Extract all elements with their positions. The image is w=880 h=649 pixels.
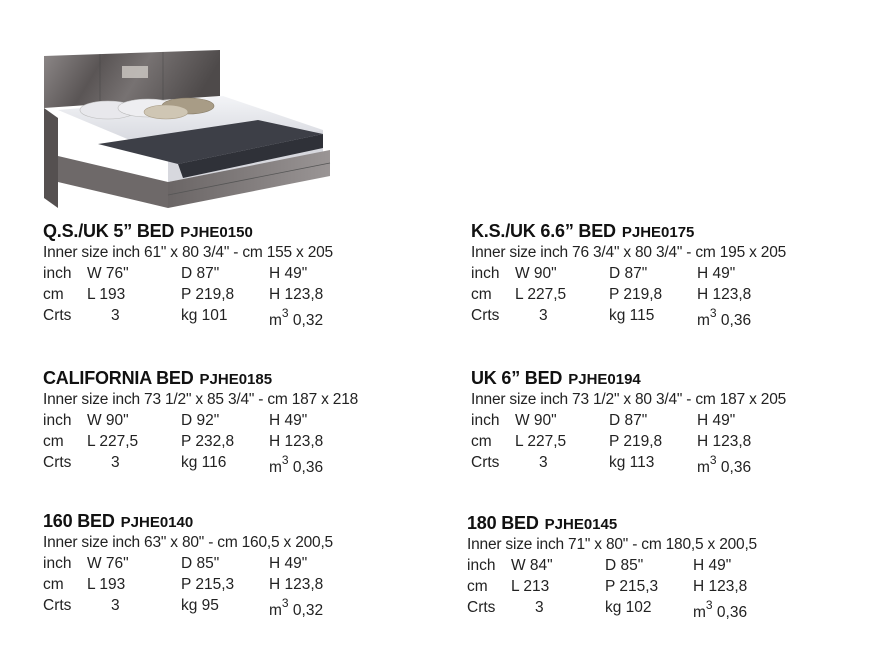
crts-label: Crts [471, 307, 500, 324]
depth-inch: D 87" [609, 412, 648, 429]
depth-inch: D 87" [181, 265, 220, 282]
depth-inch: D 92" [181, 412, 220, 429]
bed-spec-uk-6 [471, 367, 880, 477]
bed-spec-california [43, 367, 453, 477]
bed-code: PJHE0140 [120, 514, 194, 531]
inch-label: inch [471, 265, 500, 282]
crts-label: Crts [471, 454, 500, 471]
cm-row [43, 284, 453, 305]
volume-m3 [693, 597, 747, 623]
crts-label: Crts [43, 307, 72, 324]
m3-value: 0,36 [716, 604, 748, 622]
volume-m3 [269, 595, 323, 621]
crts-row [43, 595, 453, 620]
depth-cm: P 232,8 [181, 433, 235, 450]
depth-cm: P 219,8 [609, 286, 663, 303]
inch-row [43, 410, 453, 431]
bed-name: Q.S./UK 5” BED [43, 221, 175, 241]
width-inch: W 90" [515, 412, 557, 429]
height-cm: H 123,8 [269, 576, 324, 593]
inner-size: Inner size inch 63" x 80" - cm 160,5 x 200,5 [43, 534, 333, 551]
height-inch: H 49" [697, 265, 736, 282]
inch-row [43, 553, 453, 574]
crts-value: 3 [535, 599, 544, 616]
depth-cm: P 215,3 [181, 576, 235, 593]
cm-row [43, 574, 453, 595]
cm-row [471, 284, 880, 305]
m3-value: 0,36 [292, 459, 324, 477]
m3-exponent: 3 [281, 306, 289, 320]
volume-m3 [269, 305, 323, 331]
crts-row [471, 452, 880, 477]
m3-unit: m [269, 602, 282, 620]
weight-kg: kg 113 [609, 454, 655, 471]
bed-name: 180 BED [467, 513, 539, 533]
weight-kg: kg 115 [609, 307, 655, 324]
volume-m3 [697, 305, 751, 331]
weight-kg: kg 95 [181, 597, 219, 614]
height-cm: H 123,8 [693, 578, 748, 595]
cm-label: cm [43, 433, 64, 450]
m3-value: 0,32 [292, 312, 324, 330]
bed-code: PJHE0185 [199, 371, 273, 388]
depth-inch: D 87" [609, 265, 648, 282]
inch-label: inch [43, 412, 72, 429]
width-inch: W 76" [87, 265, 129, 282]
m3-unit: m [697, 459, 710, 477]
cm-label: cm [471, 286, 492, 303]
m3-unit: m [693, 604, 706, 622]
cm-row [471, 431, 880, 452]
depth-inch: D 85" [181, 555, 220, 572]
bed-photo [38, 48, 338, 208]
width-inch: W 90" [515, 265, 557, 282]
bed-spec-160 [43, 510, 453, 620]
bed-name: K.S./UK 6.6” BED [471, 221, 616, 241]
depth-inch: D 85" [605, 557, 644, 574]
cm-row [43, 431, 453, 452]
cm-label: cm [467, 578, 488, 595]
length-cm: L 227,5 [515, 286, 567, 303]
inner-size: Inner size inch 71" x 80" - cm 180,5 x 200,5 [467, 536, 757, 553]
width-inch: W 84" [511, 557, 553, 574]
inch-row [467, 555, 877, 576]
depth-cm: P 219,8 [609, 433, 663, 450]
cm-label: cm [471, 433, 492, 450]
length-cm: L 213 [511, 578, 550, 595]
m3-value: 0,36 [720, 459, 752, 477]
length-cm: L 227,5 [515, 433, 567, 450]
inner-size: Inner size inch 73 1/2" x 80 3/4" - cm 187 x 205 [471, 391, 787, 408]
crts-value: 3 [539, 307, 548, 324]
volume-m3 [697, 452, 751, 478]
bed-name: CALIFORNIA BED [43, 368, 194, 388]
volume-m3 [269, 452, 323, 478]
height-inch: H 49" [693, 557, 732, 574]
weight-kg: kg 116 [181, 454, 227, 471]
inch-label: inch [471, 412, 500, 429]
height-inch: H 49" [269, 265, 308, 282]
m3-exponent: 3 [709, 306, 717, 320]
crts-row [43, 305, 453, 330]
bed-code: PJHE0175 [621, 224, 695, 241]
inner-size: Inner size inch 61" x 80 3/4" - cm 155 x 205 [43, 244, 333, 261]
crts-value: 3 [111, 597, 120, 614]
m3-value: 0,32 [292, 602, 324, 620]
cm-label: cm [43, 576, 64, 593]
height-cm: H 123,8 [269, 433, 324, 450]
m3-exponent: 3 [705, 598, 713, 612]
bed-spec-180 [467, 512, 877, 622]
cm-label: cm [43, 286, 64, 303]
m3-value: 0,36 [720, 312, 752, 330]
crts-row [43, 452, 453, 477]
crts-row [467, 597, 877, 622]
inch-label: inch [467, 557, 496, 574]
depth-cm: P 219,8 [181, 286, 235, 303]
length-cm: L 227,5 [87, 433, 139, 450]
bed-name: UK 6” BED [471, 368, 563, 388]
bed-spec-ks-uk [471, 220, 880, 330]
m3-exponent: 3 [281, 453, 289, 467]
width-inch: W 90" [87, 412, 129, 429]
height-inch: H 49" [697, 412, 736, 429]
bed-name: 160 BED [43, 511, 115, 531]
weight-kg: kg 102 [605, 599, 652, 616]
height-cm: H 123,8 [697, 286, 752, 303]
weight-kg: kg 101 [181, 307, 228, 324]
inch-label: inch [43, 265, 72, 282]
bed-code: PJHE0194 [568, 371, 641, 388]
height-inch: H 49" [269, 555, 308, 572]
crts-label: Crts [467, 599, 496, 616]
inch-label: inch [43, 555, 72, 572]
inch-row [471, 410, 880, 431]
crts-value: 3 [539, 454, 548, 471]
m3-unit: m [269, 312, 282, 330]
m3-unit: m [697, 312, 710, 330]
bed-spec-qs-uk [43, 220, 453, 330]
height-cm: H 123,8 [697, 433, 752, 450]
bed-code: PJHE0145 [544, 516, 618, 533]
width-inch: W 76" [87, 555, 129, 572]
crts-value: 3 [111, 307, 120, 324]
crts-row [471, 305, 880, 330]
crts-value: 3 [111, 454, 120, 471]
crts-label: Crts [43, 454, 72, 471]
inner-size: Inner size inch 73 1/2" x 85 3/4" - cm 187 x 218 [43, 391, 359, 408]
depth-cm: P 215,3 [605, 578, 659, 595]
inner-size: Inner size inch 76 3/4" x 80 3/4" - cm 195 x 205 [471, 244, 787, 261]
height-cm: H 123,8 [269, 286, 324, 303]
length-cm: L 193 [87, 576, 126, 593]
length-cm: L 193 [87, 286, 126, 303]
inch-row [43, 263, 453, 284]
crts-label: Crts [43, 597, 72, 614]
inch-row [471, 263, 880, 284]
bed-code: PJHE0150 [180, 224, 253, 241]
m3-unit: m [269, 459, 282, 477]
cm-row [467, 576, 877, 597]
m3-exponent: 3 [281, 596, 289, 610]
m3-exponent: 3 [709, 453, 717, 467]
height-inch: H 49" [269, 412, 308, 429]
